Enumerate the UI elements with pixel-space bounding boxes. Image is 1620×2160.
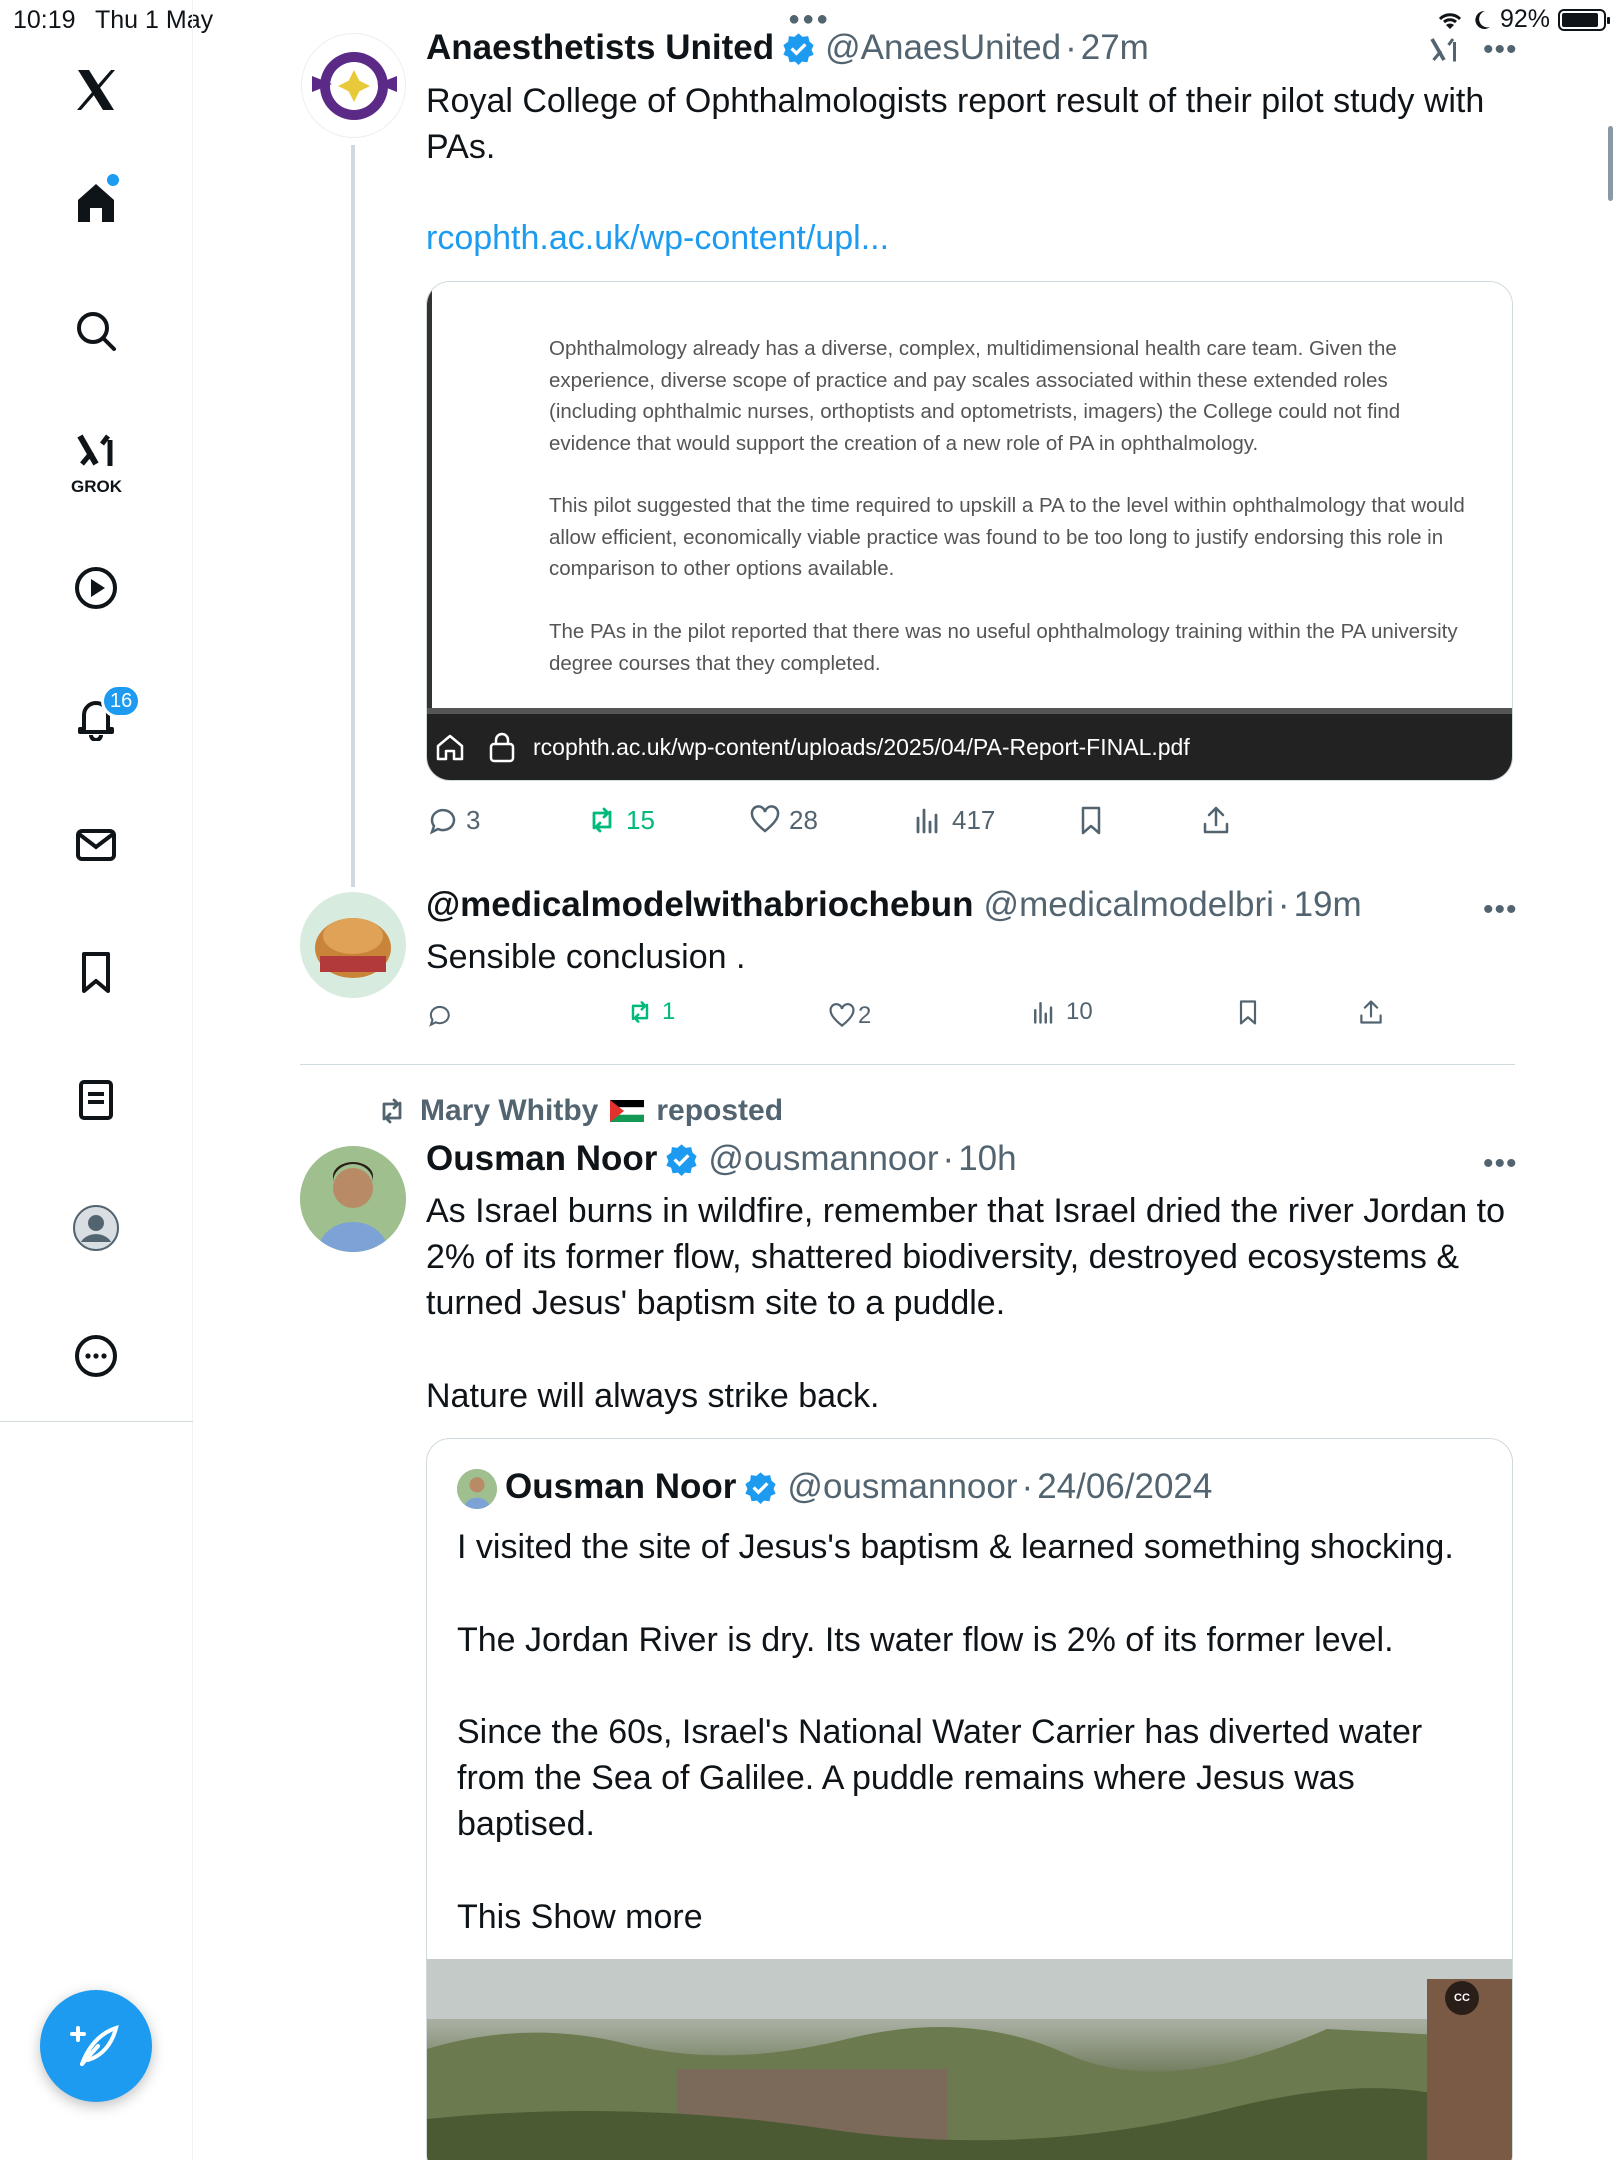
moon-icon bbox=[1472, 9, 1492, 31]
quote-avatar-photo bbox=[457, 1469, 497, 1509]
grok-label: GROK bbox=[71, 477, 122, 496]
tweet2-handle[interactable]: @medicalmodelbri bbox=[983, 885, 1274, 924]
bookmark-icon bbox=[1075, 804, 1107, 836]
tweet2-more-icon[interactable]: ••• bbox=[1483, 893, 1518, 926]
status-time: 10:19 bbox=[13, 6, 76, 34]
messages-icon[interactable] bbox=[63, 812, 129, 878]
video-icon[interactable] bbox=[63, 555, 129, 621]
tweet1-handle[interactable]: @AnaesUnited bbox=[825, 28, 1062, 67]
grok-explain-icon[interactable] bbox=[1426, 33, 1462, 69]
lock-icon bbox=[487, 730, 517, 764]
tweet2-like-count: 2 bbox=[858, 1002, 872, 1029]
tweet1-bookmark-button[interactable] bbox=[1075, 804, 1107, 836]
quote-header: Ousman Noor @ousmannoor · 24/06/2024 bbox=[505, 1467, 1213, 1506]
quote-avatar bbox=[457, 1469, 497, 1509]
avatar-ousman-noor[interactable] bbox=[300, 1146, 406, 1252]
bookmarks-icon[interactable] bbox=[63, 939, 129, 1005]
bookmark-icon bbox=[1234, 998, 1262, 1026]
thread-connector bbox=[351, 145, 355, 887]
document-paragraph-1: Ophthalmology already has a diverse, complex, multidimensional health care team. Given the experience, diverse scope of practice and pay scales associated within these extended roles (including ophthalmic nurses, orthoptists and optometrists, imagers) the College could not find evidence that would support the creation of a new role of PA in ophthalmology. bbox=[549, 337, 1401, 455]
verified-badge-icon bbox=[744, 1471, 777, 1504]
ousman-noor-photo bbox=[300, 1146, 406, 1252]
quote-text-p3b: from the Sea of Galilee. A puddle remains where Jesus was bbox=[457, 1759, 1355, 1797]
repost-icon bbox=[586, 804, 618, 836]
palestine-flag-icon bbox=[610, 1100, 644, 1122]
scrollbar-thumb[interactable] bbox=[1608, 126, 1613, 201]
tweet3-header: Ousman Noor @ousmannoor · 10h bbox=[426, 1139, 1017, 1178]
quote-text-p2: The Jordan River is dry. Its water flow is 2% of its former level. bbox=[457, 1621, 1394, 1659]
share-icon bbox=[1357, 998, 1385, 1026]
tweet1-reply-button[interactable] bbox=[426, 804, 480, 836]
document-preview bbox=[427, 282, 1512, 712]
more-icon[interactable] bbox=[63, 1323, 129, 1389]
tweet2-share-button[interactable] bbox=[1357, 998, 1385, 1026]
tweet3-author-name[interactable]: Ousman Noor bbox=[426, 1139, 658, 1178]
compose-feather-icon bbox=[68, 2018, 124, 2074]
tweet1-link[interactable]: rcophth.ac.uk/wp-content/upl... bbox=[426, 219, 890, 257]
repost-context[interactable] bbox=[376, 1094, 783, 1128]
avatar-anaesthetists-united[interactable] bbox=[301, 33, 406, 138]
tweet2-time[interactable]: 19m bbox=[1293, 885, 1362, 924]
quote-text-p1: I visited the site of Jesus's baptism & learned something shocking. bbox=[457, 1528, 1454, 1566]
quote-author-name: Ousman Noor bbox=[505, 1467, 737, 1506]
lists-icon[interactable] bbox=[63, 1067, 129, 1133]
browser-home-icon bbox=[433, 730, 467, 764]
verified-badge-icon bbox=[665, 1143, 698, 1176]
document-url: rcophth.ac.uk/wp-content/uploads/2025/04/PA-Report-FINAL.pdf bbox=[533, 733, 1190, 760]
search-icon[interactable] bbox=[63, 298, 129, 364]
x-logo-icon[interactable] bbox=[63, 57, 129, 123]
tweet2-author-name[interactable]: @medicalmodelwithabriochebun bbox=[426, 885, 974, 924]
tweet1-share-button[interactable] bbox=[1200, 804, 1232, 836]
tweet2-view-count: 10 bbox=[1066, 998, 1093, 1025]
document-url-bar bbox=[427, 708, 1512, 780]
tweet2-repost-count: 1 bbox=[662, 998, 676, 1025]
tweet2-text: Sensible conclusion . bbox=[426, 938, 746, 976]
multitask-dots-icon[interactable]: ●●● bbox=[788, 8, 831, 30]
battery-icon bbox=[1558, 9, 1606, 31]
tweet3-more-icon[interactable]: ••• bbox=[1483, 1147, 1518, 1180]
quote-text-show-more[interactable]: This Show more bbox=[457, 1898, 703, 1936]
verified-badge-icon bbox=[782, 32, 815, 65]
tweet1-view-count: 417 bbox=[952, 804, 996, 835]
heart-icon bbox=[749, 804, 781, 836]
quote-text-p3c: baptised. bbox=[457, 1805, 595, 1843]
repost-icon bbox=[626, 998, 654, 1026]
notifications-badge: 16 bbox=[101, 684, 141, 718]
tweet1-text-line1: Royal College of Ophthalmologists report result of their pilot study with bbox=[426, 82, 1485, 120]
tweet3-text-line1: As Israel burns in wildfire, remember that Israel dried the river Jordan to bbox=[426, 1192, 1506, 1230]
repost-context-icon bbox=[376, 1095, 408, 1127]
document-paragraph-2: This pilot suggested that the time required to upskill a PA to the level within ophthalmology that would allow efficient, economically viable practice was found to be too long to justify endorsing this role in comparison to other options available. bbox=[549, 494, 1465, 580]
tweet2-header: @medicalmodelwithabriochebun @medicalmodelbri · 19m bbox=[426, 885, 1362, 924]
gmc-bun-avatar bbox=[300, 892, 406, 998]
tweet1-repost-button[interactable] bbox=[586, 804, 655, 836]
sidebar bbox=[0, 0, 193, 2160]
wifi-icon bbox=[1436, 9, 1464, 31]
avatar-medicalmodelbri[interactable] bbox=[300, 892, 406, 998]
reposted-by-name[interactable]: Mary Whitby bbox=[420, 1094, 599, 1127]
tweet2-like-button[interactable] bbox=[828, 1002, 871, 1030]
tweet1-header: Anaesthetists United @AnaesUnited · 27m bbox=[426, 28, 1149, 67]
tweet3-text-line3: turned Jesus' baptism site to a puddle. bbox=[426, 1284, 1006, 1322]
tweet1-like-button[interactable] bbox=[749, 804, 818, 836]
tweet1-reply-count: 3 bbox=[466, 804, 481, 835]
quote-time: 24/06/2024 bbox=[1037, 1467, 1213, 1506]
compose-post-button[interactable] bbox=[40, 1990, 152, 2102]
tweet2-views-button[interactable] bbox=[1030, 998, 1093, 1026]
tweet2-bookmark-button[interactable] bbox=[1234, 998, 1262, 1026]
anaesthetists-united-logo bbox=[302, 34, 406, 138]
heart-icon bbox=[828, 1002, 856, 1030]
quote-text-p3a: Since the 60s, Israel's National Water Carrier has diverted water bbox=[457, 1713, 1423, 1751]
tweet1-time[interactable]: 27m bbox=[1080, 28, 1149, 67]
tweet3-time[interactable]: 10h bbox=[958, 1139, 1017, 1178]
video-landscape bbox=[427, 1959, 1513, 2160]
battery-percent: 92% bbox=[1499, 5, 1550, 33]
profile-icon[interactable] bbox=[63, 1195, 129, 1261]
tweet1-repost-count: 15 bbox=[626, 804, 655, 835]
quote-video-thumbnail[interactable] bbox=[427, 1959, 1512, 2160]
closed-captions-button[interactable]: CC bbox=[1445, 1981, 1479, 2015]
tweet-divider bbox=[300, 1064, 1515, 1065]
views-icon bbox=[912, 804, 944, 836]
tweet1-text-line2: PAs. bbox=[426, 128, 496, 166]
tweet1-like-count: 28 bbox=[789, 804, 818, 835]
quoted-tweet-card[interactable] bbox=[426, 1438, 1513, 2160]
reply-icon bbox=[426, 1002, 452, 1028]
share-icon bbox=[1200, 804, 1232, 836]
status-indicators bbox=[1436, 5, 1606, 34]
tweet3-handle[interactable]: @ousmannoor bbox=[708, 1139, 939, 1178]
reposted-label: reposted bbox=[656, 1094, 784, 1127]
tweet2-reply-button[interactable] bbox=[426, 1002, 452, 1028]
tweet3-text-line2: 2% of its former flow, shattered biodiversity, destroyed ecosystems & bbox=[426, 1238, 1460, 1276]
tweet2-repost-button[interactable] bbox=[626, 998, 675, 1026]
home-icon[interactable] bbox=[63, 169, 129, 235]
status-date: Thu 1 May bbox=[95, 6, 214, 34]
tweet1-author-name[interactable]: Anaesthetists United bbox=[426, 28, 775, 67]
tweet1-more-icon[interactable]: ••• bbox=[1483, 33, 1518, 66]
tweet1-document-card[interactable] bbox=[426, 281, 1513, 781]
document-paragraph-3: The PAs in the pilot reported that there was no useful ophthalmology training within the PA university degree courses that they completed. bbox=[549, 620, 1458, 675]
sidebar-divider bbox=[0, 1421, 193, 1422]
tweet1-views-button[interactable] bbox=[912, 804, 995, 836]
home-notification-dot bbox=[107, 174, 119, 186]
tweet3-text-line4: Nature will always strike back. bbox=[426, 1377, 880, 1415]
views-icon bbox=[1030, 998, 1058, 1026]
quote-handle: @ousmannoor bbox=[787, 1467, 1018, 1506]
reply-icon bbox=[426, 804, 458, 836]
